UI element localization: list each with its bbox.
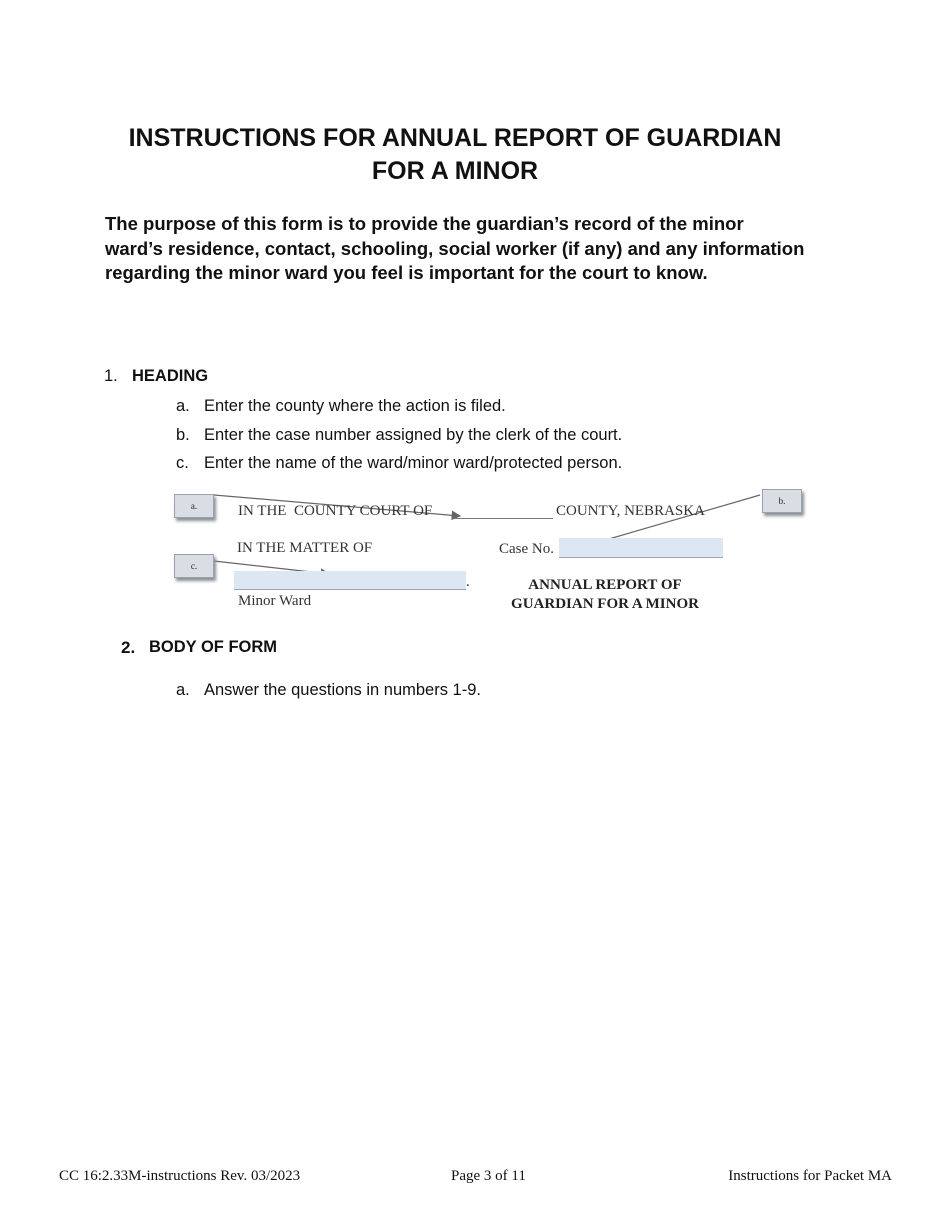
document-title — [0, 122, 910, 188]
section-1-item-c: c. Enter the name of the ward/minor ward/protected person. — [176, 454, 623, 472]
footer-form-code: CC 16:2.33M-instructions Rev. 03/2023 — [59, 1168, 301, 1184]
purpose-paragraph: The purpose of this form is to provide the guardian’s record of the minor ward’s residence, contact, schooling, social worker (if any) and any information regarding the minor ward you feel is important for the court to know. — [105, 213, 805, 283]
footer-packet: Instructions for Packet MA — [728, 1168, 892, 1184]
callout-a: a. — [174, 494, 214, 518]
title-line-1: INSTRUCTIONS FOR ANNUAL REPORT OF GUARDIAN — [128, 124, 782, 152]
case-no-label: Case No. — [499, 541, 554, 557]
minor-ward-label: Minor Ward — [238, 593, 312, 609]
form-title-line-2: GUARDIAN FOR A MINOR — [511, 596, 699, 612]
section-1-number: 1. — [104, 367, 118, 385]
footer-page-number: Page 3 of 11 — [451, 1168, 526, 1184]
section-2-title: BODY OF FORM — [149, 638, 278, 656]
case-number-field — [559, 538, 723, 558]
section-1-title: HEADING — [132, 367, 209, 385]
section-1-item-b: b. Enter the case number assigned by the clerk of the court. — [176, 426, 623, 444]
section-1-item-a: a. Enter the county where the action is filed. — [176, 397, 506, 415]
ward-name-period: . — [466, 574, 470, 590]
form-title-line-1: ANNUAL REPORT OF — [528, 577, 682, 593]
section-2-item-a: a. Answer the questions in numbers 1-9. — [176, 681, 481, 699]
form-title-block — [490, 576, 720, 614]
callout-c: c. — [174, 554, 214, 578]
county-blank-line — [455, 506, 553, 519]
court-heading-text: IN THE COUNTY COURT OF — [238, 503, 433, 519]
section-2-number: 2. — [121, 638, 136, 657]
title-line-2: FOR A MINOR — [371, 157, 539, 185]
ward-name-field — [234, 571, 466, 590]
county-nebraska-text: COUNTY, NEBRASKA — [556, 503, 705, 519]
heading-example-figure — [170, 486, 810, 616]
callout-b: b. — [762, 489, 802, 513]
in-the-matter-of-text: IN THE MATTER OF — [237, 540, 373, 556]
